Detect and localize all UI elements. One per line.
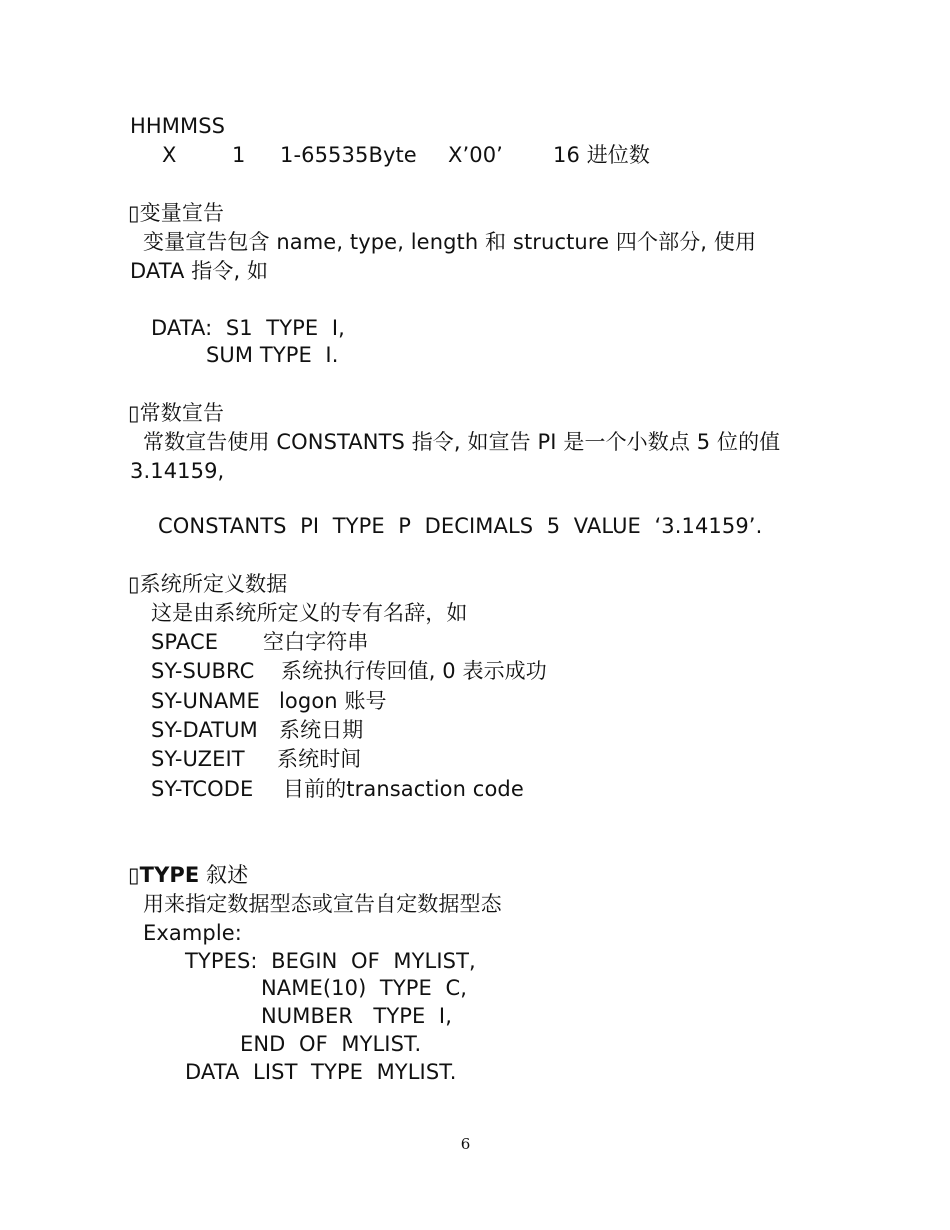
format-label: HHMMSS: [130, 114, 226, 138]
system-field-name: SY-TCODE: [151, 777, 254, 801]
system-field-name: SY-UNAME: [151, 689, 260, 713]
system-field-desc: 系统执行传回值, 0 表示成功: [281, 659, 547, 683]
section-heading-system-data: [128, 571, 287, 597]
type-length: 1: [232, 143, 246, 167]
bullet-icon: ▯: [128, 863, 140, 887]
paragraph-line: 这是由系统所定义的专有名辞，如: [151, 601, 468, 625]
code-line: END OF MYLIST.: [240, 1032, 422, 1056]
system-field-desc: 空白字符串: [263, 630, 369, 654]
heading-keyword: TYPE: [139, 863, 200, 887]
page-number: 6: [460, 1135, 471, 1153]
paragraph-line: 常数宣告使用 CONSTANTS 指令, 如宣告 PI 是一个小数点 5 位的值: [143, 430, 781, 454]
bullet-icon: ▯: [128, 401, 140, 425]
code-line: SUM TYPE I.: [206, 343, 339, 367]
paragraph-line: 变量宣告包含 name, type, length 和 structure 四个部分, 使用: [143, 230, 757, 254]
paragraph-line: 3.14159,: [130, 459, 225, 483]
system-field-desc: logon 账号: [279, 689, 387, 713]
system-field-desc: 系统时间: [277, 747, 362, 771]
heading-text: 系统所定义数据: [139, 572, 288, 596]
system-field-name: SY-UZEIT: [151, 747, 245, 771]
code-line: NUMBER TYPE I,: [261, 1004, 452, 1028]
code-line: CONSTANTS PI TYPE P DECIMALS 5 VALUE ‘3.14159’.: [158, 514, 763, 538]
heading-text: 变量宣告: [139, 201, 225, 225]
code-line: DATA LIST TYPE MYLIST.: [185, 1060, 457, 1084]
type-initial-value: X’00’: [448, 143, 503, 167]
section-heading-variables: [128, 200, 224, 226]
example-label: Example:: [143, 921, 242, 945]
type-code: X: [162, 143, 177, 167]
system-field-name: SY-DATUM: [151, 718, 258, 742]
section-heading-constants: [128, 400, 224, 426]
code-line: DATA: S1 TYPE I,: [151, 316, 345, 340]
bullet-icon: ▯: [128, 201, 140, 225]
code-line: NAME(10) TYPE C,: [261, 976, 467, 1000]
type-range: 1-65535Byte: [280, 143, 417, 167]
system-field-desc: 系统日期: [279, 718, 364, 742]
heading-text: 常数宣告: [139, 401, 225, 425]
type-description: 16 进位数: [553, 143, 650, 167]
system-field-name: SPACE: [151, 630, 219, 654]
heading-text: 叙述: [199, 863, 249, 887]
system-field-desc: 目前的transaction code: [283, 777, 524, 801]
section-heading-type: [128, 862, 248, 888]
code-line: TYPES: BEGIN OF MYLIST,: [185, 949, 476, 973]
system-field-name: SY-SUBRC: [151, 659, 255, 683]
paragraph-line: 用来指定数据型态或宣告自定数据型态: [143, 892, 502, 916]
bullet-icon: ▯: [128, 572, 140, 596]
paragraph-line: DATA 指令, 如: [130, 259, 269, 283]
